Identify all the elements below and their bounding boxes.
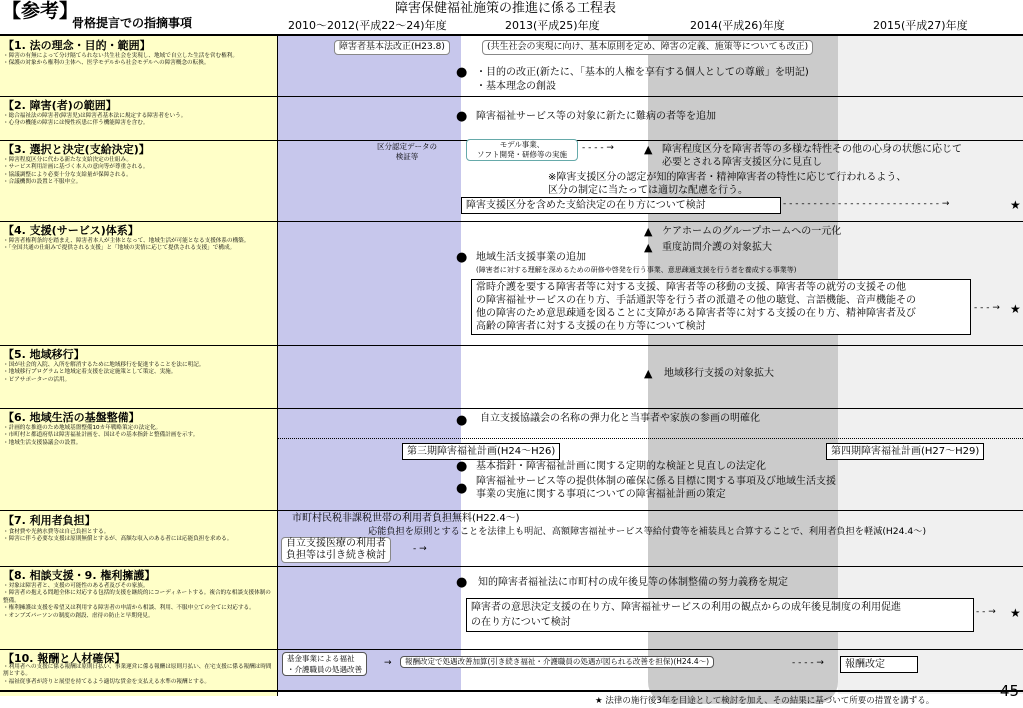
dashed-arrow-icon: - - - - - - - - - - - - - - - - - - - - - - - - - - → xyxy=(783,199,950,209)
bullet-dot-icon: ● xyxy=(456,575,468,590)
year-header-2014: 2014(平成26)年度 xyxy=(690,19,785,32)
row-divider xyxy=(0,408,1023,409)
triangle-marker-icon: ▲ xyxy=(644,225,653,238)
band-fy2015 xyxy=(838,36,1023,694)
fee-revision-addition-box: 報酬改定で処遇改善加算(引き続き福祉・介護職員の処遇が図られる改善を担保)(H24.4～) xyxy=(400,656,714,668)
bullet-dot-icon: ● xyxy=(456,109,468,124)
support-classification-text: 障害程度区分を障害者等の多様な特性その他の心身の状態に応じて 必要とされる障害支援区分に見直し xyxy=(662,144,962,168)
data-verification-note: 区分認定データの 検証等 xyxy=(377,142,437,161)
band-fy2010-2012 xyxy=(278,36,461,690)
guardianship-duty-text: 知的障害者福祉法に市町村の成年後見等の体制整備の努力義務を規定 xyxy=(478,577,788,588)
box-label: 障害者基本法改正(H23.8) xyxy=(339,42,445,52)
decision-support-review-box: 障害者の意思決定支援の在り方、障害福祉サービスの利用の観点からの成年後見制度の利用促進 の在り方について検討 xyxy=(466,598,974,632)
bullet-dot-icon: ● xyxy=(456,459,468,474)
section-1 xyxy=(0,38,278,96)
section-title: 【2. 障害(者)の範囲】 xyxy=(3,99,117,112)
page-title: 障害保健福祉施策の推進に係る工程表 xyxy=(395,1,617,16)
purpose-amendment-text: ・目的の改正(新たに、「基本的人権を享有する個人としての尊厳」を明記) xyxy=(476,67,809,78)
fourth-welfare-plan-box: 第四期障害福祉計画(H27～H29) xyxy=(826,443,984,460)
section-body: ・対象は障害者と、支援の可能性のある者及びその家族。 ・障害者の抱える問題全体に対応する包括的支援を継続的にコーディネートする。複合的な相談支援体制の整備。 ・権利擁護は支援を希望又は利用する障害者の申請から相談、利用、不服申立ての全てに対応する。 ・オンブズパーソンの制度の創設、虐待の防止と早期発見。 xyxy=(3,583,271,619)
basic-act-note-box xyxy=(482,40,813,55)
year-header-2013: 2013(平成25)年度 xyxy=(505,19,600,32)
fund-project-box: 基金事業による福祉 ・介護職員の処遇改善 xyxy=(282,652,367,676)
section-4 xyxy=(0,223,278,345)
periodic-review-text: 基本指針・障害福祉計画に関する定期的な検証と見直しの法定化 xyxy=(476,461,766,472)
star-icon: ★ xyxy=(1010,606,1021,620)
bullet-dot-icon: ● xyxy=(456,65,468,80)
section-5 xyxy=(0,347,278,408)
model-project-box: モデル事業、 ソフト開発・研修等の実施 xyxy=(466,139,578,161)
section-title: 【5. 地域移行】 xyxy=(3,348,85,361)
arrow-icon: → xyxy=(384,658,392,668)
section-7 xyxy=(0,512,278,566)
section-body: ・国が社会的入院、入所を解消するために地域移行を促進することを法に明記。 ・地域移行プログラムと地域定着支援を法定施策として策定、実施。 ・ピアサポーターの活用。 xyxy=(3,362,205,383)
community-support-project-text: 地域生活支援事業の追加 xyxy=(476,252,586,263)
free-burden-text: 市町村民税非課税世帯の利用者負担無料(H22.4～) xyxy=(292,513,520,524)
section-body: ・障害程度区分に代わる新たな支給決定の仕組み。 ・サービス利用計画に基づく本人の意向等が尊重される。 ・協議調整により必要十分な支給量が保障される。 ・合議機関の設置と不服申立。 xyxy=(3,157,149,186)
star-icon: ★ xyxy=(1010,198,1021,212)
section-body: ・障害者権利条約を踏まえ、障害者本人が主体となって、地域生活が可能となる支援体系の構築。 ・「全国共通の仕組みで提供される支援」と「地域の実情に応じて提供される支援」で構成。 xyxy=(3,238,250,252)
section-title: 【6. 地域生活の基盤整備】 xyxy=(3,411,140,424)
box-note: (共生社会の実現に向け、基本原則を定め、障害の定義、施策等についても改正) xyxy=(487,42,809,52)
section-body: ・計画的な推進のため地域基盤整備10カ年戦略策定の法定化。 ・市町村と都道府県は障害福祉計画を、国はその基本指針と整備計画を示す。 ・地域生活支援協議会の設置。 xyxy=(3,425,199,446)
section-title: 【3. 選択と決定(支給決定)】 xyxy=(3,143,150,156)
council-flexibility-text: 自立支援協議会の名称の弾力化と当事者や家族の参画の明確化 xyxy=(480,413,760,424)
dashed-arrow-icon: - → xyxy=(413,544,427,554)
basic-principle-text: ・基本理念の創設 xyxy=(476,81,556,92)
bullet-dot-icon: ● xyxy=(456,250,468,265)
basic-act-amendment-box xyxy=(334,40,450,55)
burden-reduction-text: 応能負担を原則とすることを法律上も明記、高額障害福祉サービス等給付費等を補装具と合算することで、利用者負担を軽減(H24.4～) xyxy=(368,526,927,537)
row-divider xyxy=(0,510,1023,511)
decision-method-review-box: 障害支援区分を含めた支給決定の在り方について検討 xyxy=(461,197,781,214)
fee-revision-box: 報酬改定 xyxy=(840,656,918,673)
section-body: ・総合福祉法の障害者(障害児)は障害者基本法に規定する障害者をいう。 ・心身の機能の障害には慢性疾患に伴う機能障害を含む。 xyxy=(3,113,187,127)
year-header-2010-2012: 2010～2012(平成22～24)年度 xyxy=(288,19,447,32)
bullet-dot-icon: ● xyxy=(456,481,468,496)
care-home-integration-text: ケアホームのグループホームへの一元化 xyxy=(662,226,842,237)
section-10 xyxy=(0,651,278,691)
reference-tag: 【参考】 xyxy=(2,0,79,22)
bullet-dot-icon: ● xyxy=(456,413,468,428)
medical-burden-box: 自立支援医療の利用者 負担等は引き続き検討 xyxy=(281,537,391,563)
row-dotted-divider xyxy=(278,438,1023,439)
left-column-heading: 骨格提言での指摘事項 xyxy=(72,16,193,30)
home-care-expansion-text: 重度訪問介護の対象拡大 xyxy=(662,242,772,253)
dashed-arrow-icon: - - - → xyxy=(974,303,1000,313)
section-2 xyxy=(0,98,278,140)
section-body: ・利用者への支援に係る報酬は原則日払い、事業運営に係る報酬は原則月払い、在宅支援に係る報酬は時間割とする。 ・福祉従事者が誇りと展望を持てるよう適切な賃金を支払える水準の報酬とする。 xyxy=(3,664,272,685)
section-body: ・食材費や光熱水費等は自己負担とする。 ・障害に伴う必要な支援は原則無償とするが、高額な収入のある者には応能負担を求める。 xyxy=(3,529,233,543)
star-icon: ★ xyxy=(1010,302,1021,316)
section-title: 【4. 支援(サービス)体系】 xyxy=(3,224,139,237)
triangle-marker-icon: ▲ xyxy=(644,367,653,380)
year-header-2015: 2015(平成27)年度 xyxy=(873,19,968,32)
community-support-detail: (障害者に対する理解を深めるための研修や啓発を行う事業、意思疎通支援を行う者を養成する事業等) xyxy=(476,266,797,274)
row-divider xyxy=(0,566,1023,567)
third-welfare-plan-box: 第三期障害福祉計画(H24～H26) xyxy=(402,443,560,460)
section-title: 【10. 報酬と人材確保】 xyxy=(3,652,126,665)
section-title: 【8. 相談支援・9. 権利擁護】 xyxy=(3,569,156,582)
section-title: 【1. 法の理念・目的・範囲】 xyxy=(3,39,151,52)
row-divider xyxy=(0,649,1023,650)
dashed-arrow-icon: - - → xyxy=(976,607,996,617)
service-review-box: 常時介護を要する障害者等に対する支援、障害者等の移動の支援、障害者等の就労の支援その他 の障害福祉サービスの在り方、手話通訳等を行う者の派遣その他の聴覚、言語機能、音声機能その 他の障害のため意思疎通を図ることに支障がある障害者等に対する支援の在り方、精神障害者及び 高齢の障害者に対する支援の在り方等について検討 xyxy=(471,279,971,335)
dashed-arrow-icon: - - - - → xyxy=(792,658,824,668)
row-divider xyxy=(0,221,1023,222)
section-body: ・障害の有無によって分け隔てられない共生社会を実現し、地域で自立した生活を営む権利。 ・保護の対象から権利の主体へ、医学モデルから社会モデルへの障害概念の転換。 xyxy=(3,53,238,67)
consideration-note: ※障害支援区分の認定が知的障害者・精神障害者の特性に応じて行われるよう、 区分の制定に当たっては適切な配慮を行う。 xyxy=(548,172,907,196)
section-6 xyxy=(0,410,278,510)
triangle-marker-icon: ▲ xyxy=(644,143,653,156)
row-divider xyxy=(0,96,1023,97)
row-divider xyxy=(0,345,1023,346)
transition-support-text: 地域移行支援の対象拡大 xyxy=(664,368,774,379)
section-title: 【7. 利用者負担】 xyxy=(3,514,96,527)
footnote: ★ 法律の施行後3年を目途として検討を加え、その結果に基づいて所要の措置を講ずる。 xyxy=(595,696,935,706)
intractable-disease-text: 障害福祉サービス等の対象に新たに難病の者等を追加 xyxy=(476,111,716,122)
triangle-marker-icon: ▲ xyxy=(644,241,653,254)
header-rule xyxy=(0,34,1023,36)
section-8-9 xyxy=(0,568,278,649)
section-3 xyxy=(0,142,278,221)
page-number: 45 xyxy=(999,682,1019,700)
plan-formulation-text: 障害福祉サービス等の提供体制の確保に係る目標に関する事項及び地域生活支援 事業の実施に関する事項についての障害福祉計画の策定 xyxy=(476,476,836,500)
dashed-arrow-icon: - - - - → xyxy=(582,143,614,153)
